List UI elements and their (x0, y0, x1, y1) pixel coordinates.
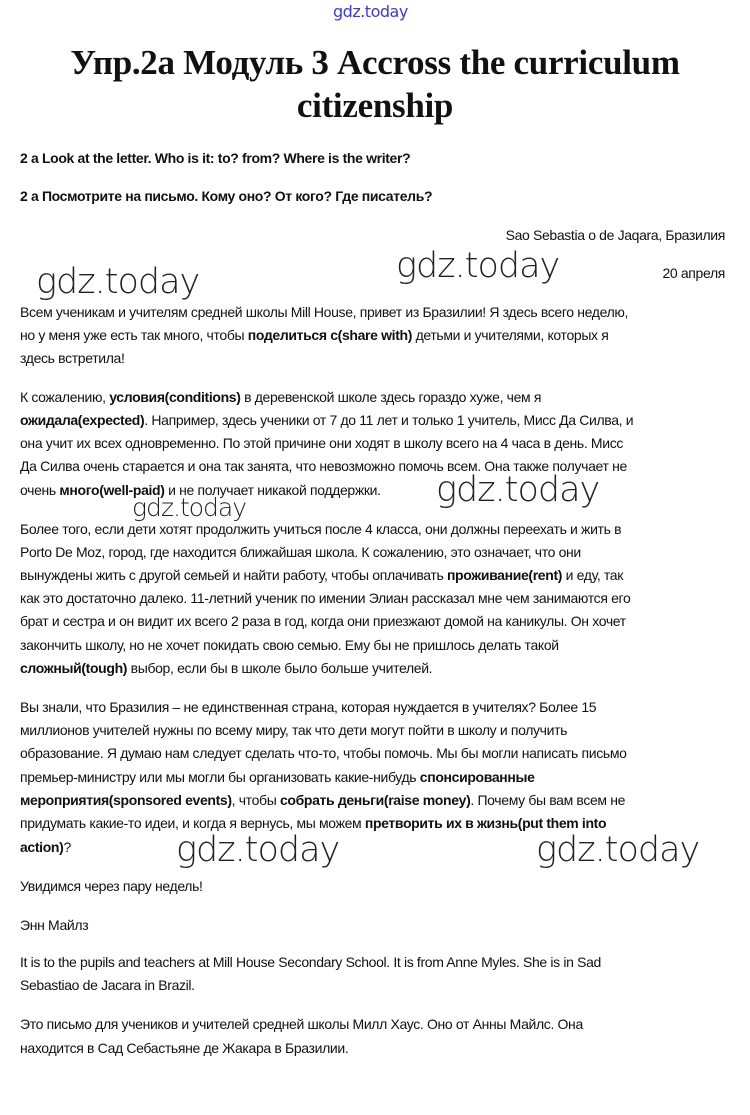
bold-phrase: ожидала(expected) (20, 412, 145, 428)
text-segment: Более того, если дети хотят продолжить учиться после 4 класса, они должны переехать и жить в (20, 521, 622, 537)
text-segment: она учит их всех одновременно. По этой причине они ходят в школу всего на 4 часа в день. Мисс (20, 435, 623, 451)
letter-line (20, 658, 432, 678)
watermark: gdz.today (536, 830, 700, 870)
letter-line (20, 302, 628, 322)
letter-line (20, 387, 541, 407)
text-segment: Да Силва очень старается и она так занята, что невозможно помочь всем. Она также получает не (20, 458, 627, 474)
page-title-line-2: citizenship (296, 86, 454, 125)
bold-phrase: action) (20, 839, 64, 855)
text-segment: Всем ученикам и учителям средней школы Mill House, привет из Бразилии! Я здесь всего неделю, (20, 304, 629, 320)
letter-line (20, 565, 623, 585)
letter-line (20, 542, 581, 562)
bold-phrase: поделиться с(share with) (247, 327, 413, 343)
watermark: gdz.today (132, 493, 247, 522)
text-segment: и не получает никакой поддержки. (164, 482, 381, 498)
letter-line (20, 767, 535, 787)
question-ru: 2 а Посмотрите на письмо. Кому оно? От кого? Где писатель? (20, 188, 433, 204)
text-segment: ? (63, 839, 71, 855)
text-segment: , чтобы (231, 792, 280, 808)
bold-phrase: претворить их в жизнь(put them into (364, 815, 607, 831)
text-segment: как это достаточно далеко. 11-летний ученик по имении Элиан рассказал мне чем занимаются его (20, 590, 631, 606)
letter-line (20, 433, 623, 453)
text-segment: премьер-министру или мы могли бы организовать какие-нибудь (20, 769, 420, 785)
letter-line (20, 837, 71, 857)
letter-line (20, 952, 601, 972)
text-segment: закончить школу, но не хочет покидать свою семью. Ему бы не пришлось делать такой (20, 637, 559, 653)
watermark-top: gdz.today (333, 2, 408, 21)
watermark: gdz.today (36, 262, 200, 302)
text-segment: но у меня уже есть так много, чтобы (20, 327, 248, 343)
bold-phrase: мероприятия(sponsored events) (20, 792, 232, 808)
text-segment: образование. Я думаю нам следует сделать что-то, чтобы помочь. Мы бы могли написать письмо (20, 745, 627, 761)
text-segment: в деревенской школе здесь гораздо хуже, чем я (240, 389, 542, 405)
letter-line (20, 697, 596, 717)
watermark: gdz.today (176, 830, 340, 870)
letter-line (20, 915, 88, 935)
watermark: gdz.today (436, 470, 600, 510)
text-segment: Энн Майлз (20, 917, 89, 933)
letter-line (20, 519, 621, 539)
text-segment: К сожалению, (20, 389, 110, 405)
text-segment: Это письмо для учеников и учителей средней школы Милл Хаус. Оно от Анны Майлс. Она (20, 1016, 583, 1032)
question-en: 2 a Look at the letter. Who is it: to? from? Where is the writer? (20, 150, 411, 166)
bold-phrase: условия(conditions) (109, 389, 241, 405)
text-segment: находится в Сад Себастьяне де Жакара в Бразилии. (20, 1040, 349, 1056)
page-title-line-1: Упр.2а Модуль 3 Accross the curriculum (70, 43, 680, 82)
letter-line (20, 743, 627, 763)
bold-phrase: проживание(rent) (446, 567, 563, 583)
letter-line (20, 1038, 348, 1058)
text-segment: вынуждены жить с другой семьей и найти работу, чтобы оплачивать (20, 567, 447, 583)
letter-line (20, 325, 608, 345)
letter-line (20, 635, 559, 655)
letter-line (20, 611, 626, 631)
letter-line (20, 790, 625, 810)
text-segment: брат и сестра и он видит их всего 2 раза в год, когда они приезжают домой на каникулы. Он хочет (20, 613, 626, 629)
letter-line (20, 975, 195, 995)
bold-phrase: сложный(tough) (20, 660, 128, 676)
text-segment: здесь встретила! (20, 350, 125, 366)
bold-phrase: много(well-paid) (59, 482, 165, 498)
text-segment: Sebastiao de Jacara in Brazil. (20, 977, 195, 993)
letter-line (20, 1014, 583, 1034)
text-segment: выбор, если бы в школе было больше учителей. (127, 660, 433, 676)
text-segment: и еду, так (562, 567, 624, 583)
text-segment: придумать какие-то идеи, и когда я вернусь, мы можем (20, 815, 365, 831)
letter-address: Sao Sebastia o de Jaqara, Бразилия (505, 227, 725, 243)
letter-line (20, 348, 125, 368)
text-segment: очень (20, 482, 60, 498)
text-segment: детьми и учителями, которых я (412, 327, 609, 343)
text-segment: Вы знали, что Бразилия – не единственная страна, которая нуждается в учителях? Более 15 (20, 699, 597, 715)
text-segment: It is to the pupils and teachers at Mill House Secondary School. It is from Anne Myles. She is in Sad (20, 954, 601, 970)
text-segment: миллионов учителей нужны по всему миру, так что дети могут пойти в школу и получить (20, 722, 568, 738)
watermark: gdz.today (396, 246, 560, 286)
letter-line (20, 876, 203, 896)
bold-phrase: собрать деньги(raise money) (279, 792, 471, 808)
text-segment: Porto De Moz, город, где находится ближайшая школа. К сожалению, это означает, что они (20, 544, 581, 560)
text-segment: Увидимся через пару недель! (20, 878, 203, 894)
letter-date: 20 апреля (662, 265, 725, 281)
text-segment: . Почему бы вам всем не (470, 792, 626, 808)
text-segment: . Например, здесь ученики от 7 до 11 лет и только 1 учитель, Мисс Да Силва, и (144, 412, 634, 428)
letter-line (20, 410, 633, 430)
letter-line (20, 720, 567, 740)
bold-phrase: спонсированные (419, 769, 535, 785)
letter-line (20, 588, 630, 608)
